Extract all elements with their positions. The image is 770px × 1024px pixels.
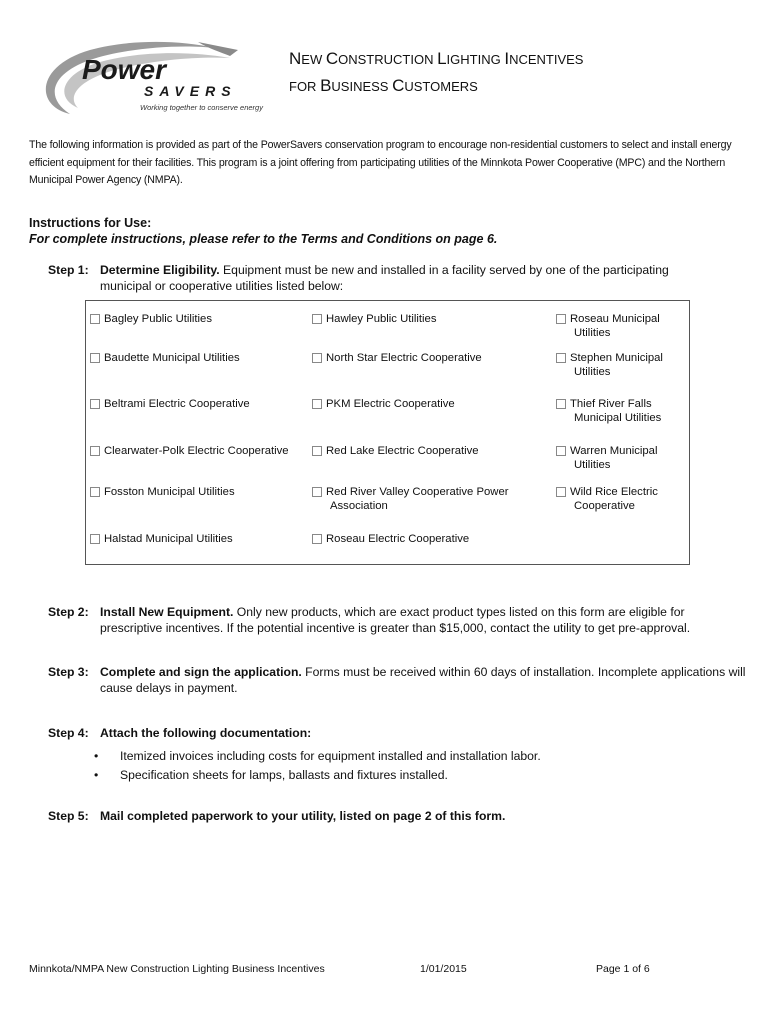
utility-item[interactable]: Clearwater-Polk Electric Cooperative (90, 445, 289, 459)
checkbox[interactable] (90, 446, 100, 456)
checkbox[interactable] (312, 534, 322, 544)
utility-item[interactable]: Stephen Municipal Utilities (556, 352, 663, 379)
footer-page-number: Page 1 of 6 (596, 963, 650, 975)
intro-paragraph: The following information is provided as part of the PowerSavers conservation program to encourage non-residential customers to select and install energy efficient equipment for their facilities. This program is a joint offering from participating utilities of the Minnkota Power Cooperative (MPC) and the Northern Municipal Power Agency (NMPA). (29, 139, 732, 186)
checkbox[interactable] (556, 446, 566, 456)
checkbox[interactable] (90, 353, 100, 363)
utility-item[interactable]: Roseau Municipal Utilities (556, 313, 660, 340)
checkbox[interactable] (556, 487, 566, 497)
checkbox[interactable] (90, 399, 100, 409)
instructions-subheading: For complete instructions, please refer to the Terms and Conditions on page 6. (29, 232, 498, 246)
checkbox[interactable] (312, 446, 322, 456)
logo-tagline: Working together to conserve energy (140, 103, 263, 112)
checkbox[interactable] (312, 314, 322, 324)
checkbox[interactable] (556, 314, 566, 324)
title-line-2: FOR BUSINESS CUSTOMERS (289, 76, 478, 95)
powersavers-logo (30, 36, 263, 120)
utility-item[interactable]: Warren Municipal Utilities (556, 445, 657, 472)
step-5-text: Mail completed paperwork to your utility, listed on page 2 of this form. (100, 809, 506, 823)
utility-item[interactable]: PKM Electric Cooperative (312, 398, 455, 412)
list-item: • Itemized invoices including costs for equipment installed and installation labor. (94, 749, 541, 763)
utility-item[interactable]: North Star Electric Cooperative (312, 352, 482, 366)
utility-item[interactable]: Baudette Municipal Utilities (90, 352, 240, 366)
checkbox[interactable] (90, 534, 100, 544)
logo-word-savers: SAVERS (144, 83, 237, 99)
step-4-text: Attach the following documentation: (100, 726, 312, 740)
utility-item[interactable]: Red Lake Electric Cooperative (312, 445, 479, 459)
utility-item[interactable]: Red River Valley Cooperative Power Association (312, 486, 509, 513)
utility-item[interactable]: Thief River Falls Municipal Utilities (556, 398, 661, 425)
page-title (289, 46, 583, 100)
utility-item[interactable]: Beltrami Electric Cooperative (90, 398, 250, 412)
utility-item[interactable]: Hawley Public Utilities (312, 313, 437, 327)
utility-item[interactable]: Roseau Electric Cooperative (312, 533, 469, 547)
list-item: • Specification sheets for lamps, ballasts and fixtures installed. (94, 768, 448, 782)
bullet-icon: • (94, 768, 99, 782)
utility-item[interactable]: Wild Rice Electric Cooperative (556, 486, 658, 513)
utility-item[interactable]: Halstad Municipal Utilities (90, 533, 233, 547)
utility-list-box (85, 300, 690, 565)
step-1-label: Step 1: (48, 263, 89, 277)
step-4-label: Step 4: (48, 726, 89, 740)
step-1-text: Determine Eligibility. Equipment must be new and installed in a facility served by one of the participating municipal or cooperative utilities listed below: (100, 263, 669, 293)
instructions-heading: Instructions for Use: (29, 216, 152, 230)
footer-title: Minnkota/NMPA New Construction Lighting Business Incentives (29, 963, 325, 975)
footer-date: 1/01/2015 (420, 963, 467, 975)
step-2-text: Install New Equipment. Only new products, which are exact product types listed on this form are eligible for prescriptive incentives. If the potential incentive is greater than $15,000, contact the utility to get pre-approval. (100, 605, 691, 635)
checkbox[interactable] (312, 399, 322, 409)
bullet-icon: • (94, 749, 99, 763)
checkbox[interactable] (90, 314, 100, 324)
title-line-1: NEW CONSTRUCTION LIGHTING INCENTIVES (289, 49, 584, 68)
step-3-label: Step 3: (48, 665, 89, 679)
step-3-text: Complete and sign the application. Forms must be received within 60 days of installation. Incomplete applications will cause delays in payment. (100, 665, 746, 695)
checkbox[interactable] (312, 353, 322, 363)
checkbox[interactable] (556, 399, 566, 409)
utility-item[interactable]: Fosston Municipal Utilities (90, 486, 235, 500)
checkbox[interactable] (90, 487, 100, 497)
utility-item[interactable]: Bagley Public Utilities (90, 313, 212, 327)
checkbox[interactable] (556, 353, 566, 363)
checkbox[interactable] (312, 487, 322, 497)
logo-word-power: Power (82, 54, 167, 85)
step-2-label: Step 2: (48, 605, 89, 619)
step-5-label: Step 5: (48, 809, 89, 823)
